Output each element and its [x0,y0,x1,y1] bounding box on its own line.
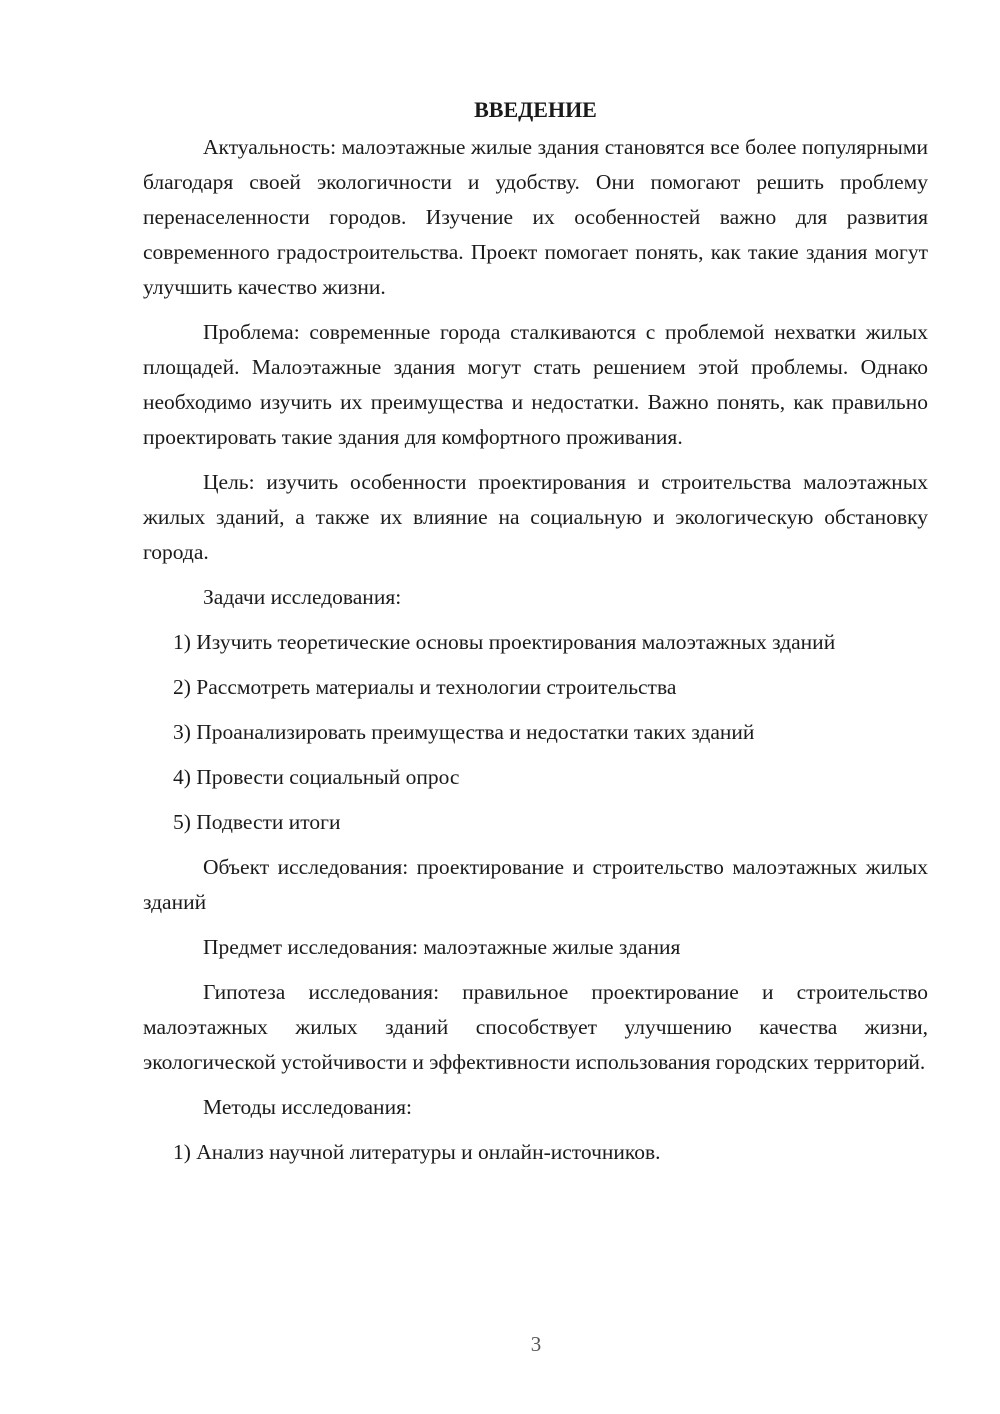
paragraph-relevance: Актуальность: малоэтажные жилые здания становятся все более популярными благодаря своей экологичности и удобству. Они помогают решить проблему перенаселенности городов. Изучение их особенностей важно для развития современного градостроительства. Проект помогает понять, как такие здания могут улучшить качество жизни. [143,135,928,299]
paragraph-subject: Предмет исследования: малоэтажные жилые здания [203,935,681,959]
task-item-5: 5) Подвести итоги [173,810,341,834]
paragraph-object: Объект исследования: проектирование и строительство малоэтажных жилых зданий [143,855,928,914]
tasks-heading: Задачи исследования: [203,585,402,609]
methods-heading: Методы исследования: [203,1095,412,1119]
document-page [143,92,928,1180]
method-item-1: 1) Анализ научной литературы и онлайн-источников. [173,1140,661,1164]
paragraph-hypothesis: Гипотеза исследования: правильное проектирование и строительство малоэтажных жилых зданий способствует улучшению качества жизни, экологической устойчивости и эффективности использования городских территорий. [143,980,928,1074]
page-number: 3 [530,1332,542,1356]
paragraph-problem: Проблема: современные города сталкиваются с проблемой нехватки жилых площадей. Малоэтажные здания могут стать решением этой проблемы. Однако необходимо изучить их преимущества и недостатки. Важно понять, как правильно проектировать такие здания для комфортного проживания. [143,320,928,449]
page-title: ВВЕДЕНИЕ [474,97,597,122]
task-item-4: 4) Провести социальный опрос [173,765,460,789]
task-item-2: 2) Рассмотреть материалы и технологии строительства [173,675,677,699]
task-item-3: 3) Проанализировать преимущества и недостатки таких зданий [173,720,755,744]
paragraph-goal: Цель: изучить особенности проектирования и строительства малоэтажных жилых зданий, а также их влияние на социальную и экологическую обстановку города. [143,470,928,564]
task-item-1: 1) Изучить теоретические основы проектирования малоэтажных зданий [173,630,836,654]
